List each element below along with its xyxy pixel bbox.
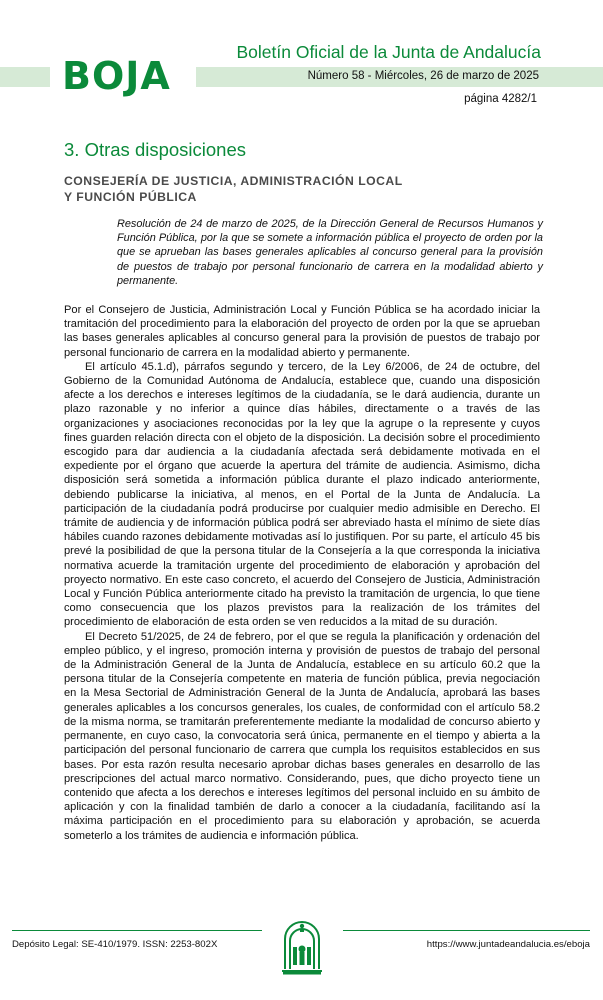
ministry-line-1: CONSEJERÍA DE JUSTICIA, ADMINISTRACIÓN LOCAL (64, 174, 403, 188)
section-title: 3. Otras disposiciones (64, 139, 247, 160)
footer-rule-right (343, 930, 590, 931)
body-paragraph-2: El artículo 45.1.d), párrafos segundo y tercero, de la Ley 6/2006, de 24 de octubre, del Gobierno de la Comunidad Autónoma de Andalucía, establece que, cuando una disposición afecte a los derechos e intereses legítimos de la ciudadanía, se le dará audiencia, durante un plazo razonable y no inferior a quince días hábiles, directamente o a través de las organizaciones y asociaciones reconocidas por la ley que la agrupe o la represente y cuyos fines guarden relación directa con el objeto de la disposición. La decisión sobre el procedimiento escogido para dar audiencia a la ciudadanía afectada será debidamente motivada en el expediente por el órgano que acuerde la apertura del trámite de audiencia. Asimismo, dicha disposición será sometida a información pública durante el plazo indicado anteriormente, debiendo publicarse la iniciativa, al menos, en el Portal de la Junta de Andalucía. La participación de la ciudadanía podrá producirse por cualquier medio admisible en Derecho. El trámite de audiencia y de información pública podrá ser abreviado hasta el mínimo de siete días hábiles cuando razones debidamente motivadas así lo justifiquen. Por su parte, el artículo 45 bis prevé la posibilidad de que la persona titular de la Consejería a la que corresponda la iniciativa normativa acuerde la tramitación urgente del procedimiento de elaboración y aprobación del proyecto normativo. En este caso concreto, el acuerdo del Consejero de Justicia, Administración Local y Función Pública anteriormente citado ha previsto la tramitación de urgencia, lo que tiene como consecuencia que los plazos previstos para la realización de los trámites del procedimiento de elaboración de esta orden se ven reducidos a la mitad de su duración. (64, 360, 540, 629)
resolution-summary: Resolución de 24 de marzo de 2025, de la Dirección General de Recursos Humanos y Función Pública, por la que se somete a información pública el proyecto de orden por la que se aprueban las bases generales aplicables al concurso general para la provisión de puestos de trabajo por personal funcionario de carrera en la modalidad abierto y permanente. (117, 218, 543, 287)
header-band-left (0, 67, 50, 87)
body-paragraph-3: El Decreto 51/2025, de 24 de febrero, por el que se regula la planificación y ordenación del empleo público, y el ingreso, promoción interna y provisión de puestos de trabajo del personal de la Administración General de la Junta de Andalucía, establece en su artículo 60.2 que la persona titular de la Consejería competente en materia de función pública, previa negociación en la Mesa Sectorial de Administración General de la Junta de Andalucía, aprobará las bases generales aplicables a los concursos generales, los cuales, de conformidad con el artículo 58.2 de la misma norma, se tramitarán preferentemente mediante la modalidad de concurso abierto y permanente, en cuyo caso, la convocatoria será única, permanente en el tiempo y abierta a la participación del personal funcionario de carrera que cumpla los requisitos establecidos en sus bases. Por esta razón resulta necesario aprobar dichas bases generales en desarrollo de las prescripciones del actual marco normativo. Considerando, pues, que dicho proyecto tiene un contenido que afecta a los derechos e intereses legítimos del personal incluido en su ámbito de aplicación y con la finalidad también de darlo a conocer a la ciudadanía, facilitando así la máxima participación en el procedimiento para su elaboración y aprobación, se acuerda someterlo a los trámites de audiencia e información pública. (64, 630, 540, 842)
boja-logo: BOJA (62, 54, 171, 98)
ministry-line-2: Y FUNCIÓN PÚBLICA (64, 190, 197, 204)
footer-url: https://www.juntadeandalucia.es/eboja (426, 939, 590, 950)
footer-rule-left (12, 930, 262, 931)
page-header (0, 0, 603, 110)
bulletin-title: Boletín Oficial de la Junta de Andalucía (236, 42, 541, 62)
body-paragraph-1: Por el Consejero de Justicia, Administración Local y Función Pública se ha acordado iniciar la tramitación del procedimiento para la elaboración del proyecto de orden por la que se aprueban las bases generales aplicables al concurso general para la provisión de puestos de trabajo por personal funcionario de carrera en la modalidad abierto y permanente. (64, 304, 540, 359)
issue-info: Número 58 - Miércoles, 26 de marzo de 2025 (307, 70, 539, 82)
ministry-heading (64, 173, 464, 205)
page-number: página 4282/1 (464, 93, 537, 105)
document-body (64, 303, 540, 843)
junta-emblem-icon (279, 917, 325, 975)
legal-deposit: Depósito Legal: SE-410/1979. ISSN: 2253-802X (12, 939, 218, 950)
